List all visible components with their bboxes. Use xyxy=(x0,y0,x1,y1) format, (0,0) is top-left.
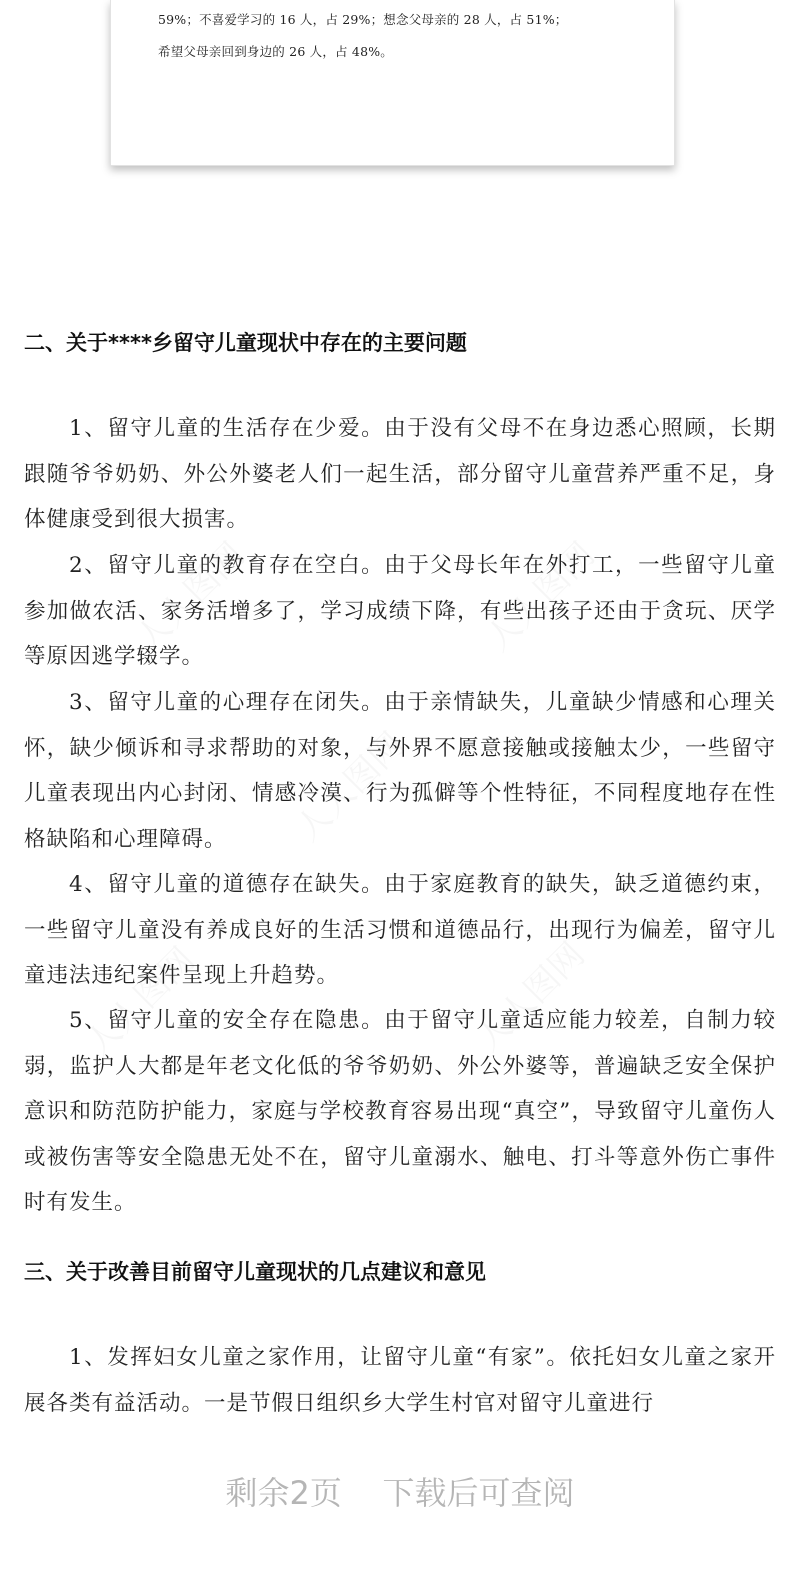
card-text-line-1: 59%；不喜爱学习的 16 人，占 29%；想念父母亲的 28 人，占 51%； xyxy=(158,12,568,27)
paragraph-problem-4: 4、留守儿童的道德存在缺失。由于家庭教育的缺失，缺乏道德约束，一些留守儿童没有养成良好的生活习惯和道德品行，出现行为偏差，留守儿童违法违纪案件呈现上升趋势。 xyxy=(24,872,776,989)
paragraph-suggestion-1: 1、发挥妇女儿童之家作用，让留守儿童“有家”。依托妇女儿童之家开展各类有益活动。一是节假日组织乡大学生村官对留守儿童进行 xyxy=(24,1345,776,1416)
paragraph-problem-3: 3、留守儿童的心理存在闭失。由于亲情缺失，儿童缺少情感和心理关怀，缺少倾诉和寻求帮助的对象，与外界不愿意接触或接触太少，一些留守儿童表现出内心封闭、情感冷漠、行为孤僻等个性特征，不同程度地存在性格缺陷和心理障碍。 xyxy=(24,690,776,852)
card-text-line-2: 希望父母亲回到身边的 26 人，占 48%。 xyxy=(158,44,394,59)
previous-page-card xyxy=(110,0,675,166)
section-heading-suggestions: 三、关于改善目前留守儿童现状的几点建议和意见 xyxy=(24,1260,486,1284)
paragraph-problem-5: 5、留守儿童的安全存在隐患。由于留守儿童适应能力较差，自制力较弱，监护人大都是年老文化低的爷爷奶奶、外公外婆等，普遍缺乏安全保护意识和防范防护能力，家庭与学校教育容易出现“真空”，导致留守儿童伤人或被伤害等安全隐患无处不在，留守儿童溺水、触电、打斗等意外伤亡事件时有发生。 xyxy=(24,1008,776,1216)
section-heading-problems: 二、关于****乡留守儿童现状中存在的主要问题 xyxy=(24,331,467,355)
download-prompt[interactable] xyxy=(0,1468,800,1514)
paragraph-problem-2: 2、留守儿童的教育存在空白。由于父母长年在外打工，一些留守儿童参加做农活、家务活增多了，学习成绩下降，有些出孩子还由于贪玩、厌学等原因逃学辍学。 xyxy=(24,553,776,670)
download-hint-label: 下载后可查阅 xyxy=(382,1474,575,1512)
paragraph-problem-1: 1、留守儿童的生活存在少爱。由于没有父母不在身边悉心照顾，长期跟随爷爷奶奶、外公外婆老人们一起生活，部分留守儿童营养严重不足，身体健康受到很大损害。 xyxy=(24,416,776,533)
remaining-pages-label: 剩余2页 xyxy=(225,1474,342,1512)
